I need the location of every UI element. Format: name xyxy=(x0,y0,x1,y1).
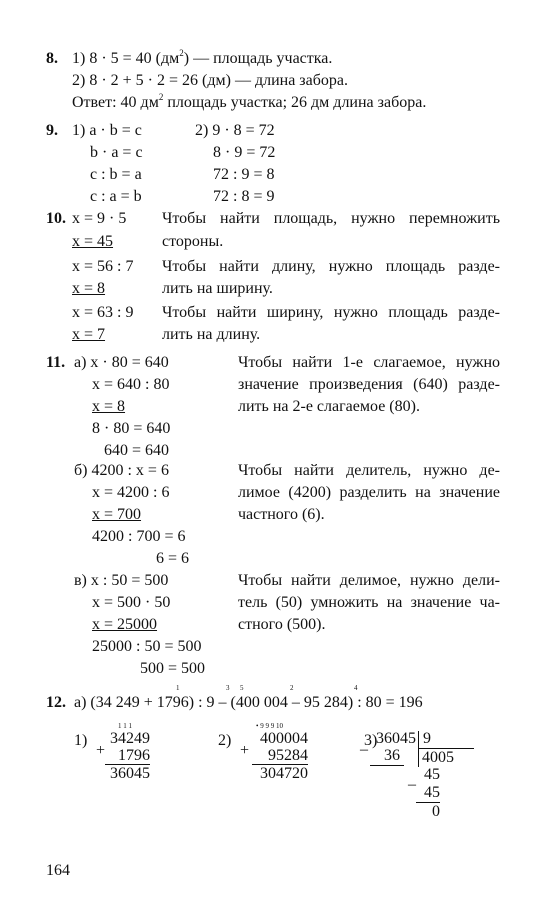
calc-3-divisor: 9 xyxy=(423,730,431,747)
page-number: 164 xyxy=(46,862,70,879)
calc-3-label: 3) xyxy=(364,732,378,749)
problem-8-number: 8. xyxy=(46,50,58,67)
problem-11b-check: 4200 : 700 = 6 xyxy=(92,528,186,545)
problem-11a-check-result: 640 = 640 xyxy=(104,442,170,459)
problem-11b-check-result: 6 = 6 xyxy=(156,550,190,567)
calc-3-subtrahend-2: 45 xyxy=(424,784,440,801)
calc-3-dividend: 36045 xyxy=(376,730,416,747)
calc-3-quotient: 4005 xyxy=(422,749,454,766)
problem-10-text-2a: Чтобы найти длину, нужно площадь разде- xyxy=(162,258,500,275)
calc-3-minus-1: – xyxy=(360,741,368,758)
calc-1-carry: 1 1 1 xyxy=(118,722,132,730)
problem-11b-text-3: частного (6). xyxy=(238,506,325,523)
problem-10-text-1b: стороны. xyxy=(162,233,224,250)
problem-10-text-3a: Чтобы найти ширину, нужно площадь разде- xyxy=(162,304,500,321)
problem-9-eq-2-4: 72 : 8 = 9 xyxy=(213,188,275,205)
calc-2-addend-2: 95284 xyxy=(268,747,308,764)
division-bar xyxy=(418,731,419,767)
problem-11b-text-1: Чтобы найти делитель, нужно де- xyxy=(238,462,500,479)
problem-10-number: 10. xyxy=(46,210,66,227)
problem-11a-eq: а) x · 80 = 640 xyxy=(74,354,169,371)
problem-10-result-1: x = 45 xyxy=(72,233,114,250)
calc-3-minus-2: – xyxy=(408,776,416,793)
problem-9-eq-2-1: 2) 9 · 8 = 72 xyxy=(195,122,275,139)
problem-11a-text-3: лить на 2-е слагаемое (80). xyxy=(238,398,420,415)
problem-12-expression: а) (34 249 + 1796) : 9 – (400 004 – 95 284) : 80 = 196 xyxy=(74,694,423,711)
problem-9-eq-1-2: b · a = c xyxy=(90,144,143,161)
problem-11c-result: x = 25000 xyxy=(92,616,158,633)
calc-1-label: 1) xyxy=(74,732,88,749)
problem-9-number: 9. xyxy=(46,122,58,139)
calc-3-final-remainder: 0 xyxy=(432,803,440,820)
problem-11b-result: x = 700 xyxy=(92,506,142,523)
problem-10-text-1a: Чтобы найти площадь, нужно перемножить xyxy=(162,210,500,227)
problem-9-eq-2-3: 72 : 9 = 8 xyxy=(213,166,275,183)
calc-2-plus: + xyxy=(240,742,250,759)
problem-9-eq-1-4: c : a = b xyxy=(90,188,142,205)
order-mark-2: 2 xyxy=(290,684,294,692)
problem-11a-step-1: x = 640 : 80 xyxy=(92,376,170,393)
problem-9-eq-2-2: 8 · 9 = 72 xyxy=(213,144,276,161)
problem-8-line-1: 1) 8 · 5 = 40 $(дм^2)$ — площадь участка. xyxy=(72,48,333,67)
problem-11b-eq: б) 4200 : x = 6 xyxy=(74,462,169,479)
problem-11c-text-1: Чтобы найти делимое, нужно дели- xyxy=(238,572,500,589)
problem-10-result-3: x = 7 xyxy=(72,326,106,343)
problem-11b-text-2: лимое (4200) разделить на значение xyxy=(238,484,500,501)
calc-3-subtrahend-1: 36 xyxy=(384,747,400,764)
problem-11a-text-2: значение произведения (640) разде- xyxy=(238,376,500,393)
calc-2-sum: 304720 xyxy=(252,764,308,783)
problem-11-number: 11. xyxy=(46,354,66,371)
problem-11b-step-1: x = 4200 : 6 xyxy=(92,484,170,501)
calc-1-addend-2: 1796 xyxy=(118,747,150,764)
problem-10-eq-1: x = 9 · 5 xyxy=(72,210,127,227)
calc-2-addend-1: 400004 xyxy=(260,730,308,747)
calc-3-remainder-1: 45 xyxy=(424,766,440,783)
problem-11c-check: 25000 : 50 = 500 xyxy=(92,638,202,655)
calc-1-plus: + xyxy=(96,742,106,759)
order-mark-3: 3 xyxy=(226,684,230,692)
division-line-1 xyxy=(370,765,404,766)
calc-2-carry: • 9 9 9 10 xyxy=(256,722,283,730)
problem-11c-step-1: x = 500 · 50 xyxy=(92,594,171,611)
problem-10-text-2b: лить на ширину. xyxy=(162,280,273,297)
problem-12-number: 12. xyxy=(46,694,66,711)
order-mark-4: 4 xyxy=(354,684,358,692)
problem-10-result-2: x = 8 xyxy=(72,280,106,297)
calc-1-sum: 36045 xyxy=(105,764,150,783)
problem-9-eq-1-1: 1) a · b = c xyxy=(72,122,142,139)
problem-11c-eq: в) x : 50 = 500 xyxy=(74,572,169,589)
problem-11c-text-3: стного (500). xyxy=(238,616,326,633)
problem-8-answer: Ответ: 40 $дм^2$ площадь участка; 26 дм длина забора. xyxy=(72,92,427,111)
problem-11a-check: 8 · 80 = 640 xyxy=(92,420,171,437)
problem-10-text-3b: лить на длину. xyxy=(162,326,261,343)
problem-10-eq-2: x = 56 : 7 xyxy=(72,258,134,275)
calc-2-label: 2) xyxy=(218,732,232,749)
calc-1-addend-1: 34249 xyxy=(110,730,150,747)
order-mark-5: 5 xyxy=(240,684,244,692)
problem-9-eq-1-3: c : b = a xyxy=(90,166,142,183)
problem-8-line-2: 2) 8 · 2 + 5 · 2 = 26 (дм) — длина забора. xyxy=(72,72,348,89)
order-mark-1: 1 xyxy=(176,684,180,692)
problem-11a-text-1: Чтобы найти 1-е слагаемое, нужно xyxy=(238,354,500,371)
problem-11c-text-2: тель (50) умножить на значение ча- xyxy=(238,594,500,611)
problem-10-eq-3: x = 63 : 9 xyxy=(72,304,134,321)
problem-11c-check-result: 500 = 500 xyxy=(140,660,206,677)
problem-11a-result: x = 8 xyxy=(92,398,126,415)
